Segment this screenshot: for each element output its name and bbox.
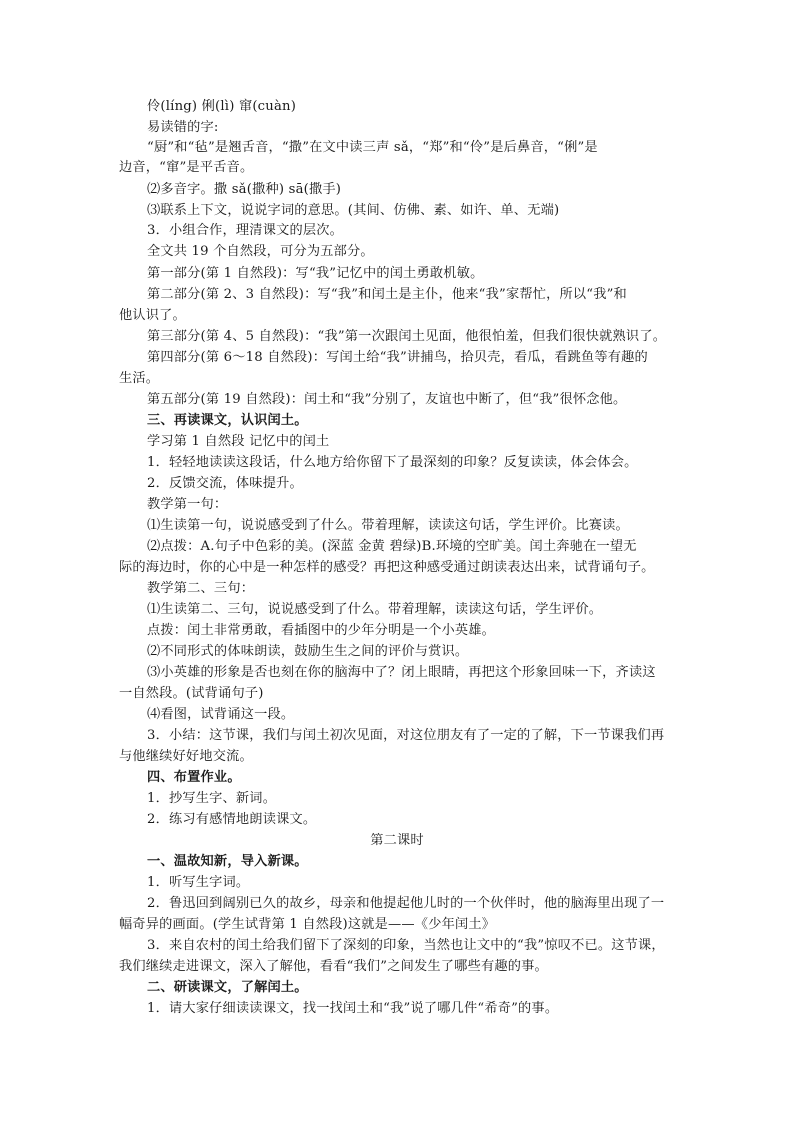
text-line: 幅奇异的画面。(学生试背第 1 自然段)这就是——《少年闰土》: [119, 917, 496, 932]
text-line: 易读错的字:: [147, 120, 219, 135]
text-line: 与他继续好好地交流。: [119, 749, 253, 764]
text-line: 2．反馈交流，体味提升。: [147, 476, 303, 491]
text-line: 我们继续走进课文，深入了解他，看看“我们”之间发生了哪些有趣的事。: [119, 959, 548, 974]
text-line: 学习第 1 自然段 记忆中的闰土: [147, 434, 330, 449]
lesson-title: 第二课时: [370, 833, 424, 848]
text-line: 1．听写生字词。: [147, 875, 250, 890]
text-line: 他认识了。: [119, 308, 186, 323]
text-line: 教学第二、三句：: [147, 581, 255, 596]
text-line: 3．小结：这节课，我们与闰土初次见面，对这位朋友有了一定的了解，下一节课我们再: [147, 728, 665, 743]
text-line: “厨”和“毡”是翘舌音，“撒”在文中读三声 sǎ，“郑”和“伶”是后鼻音，“俐”是: [147, 140, 598, 155]
text-line: 第三部分(第 4、5 自然段)：“我”第一次跟闰土见面，他很怕羞，但我们很快就熟识了。: [147, 329, 667, 344]
section-heading: 一、温故知新，导入新课。: [147, 854, 308, 869]
text-line: 伶(líng) 俐(lì) 窜(cuàn): [147, 99, 297, 114]
text-line: 第四部分(第 6～18 自然段)：写闰土给“我”讲捕鸟，拾贝壳，看瓜，看跳鱼等有趣的: [147, 350, 648, 365]
text-line: 际的海边时，你的心中是一种怎样的感受？再把这种感受通过朗读表达出来，试背诵句子。: [119, 560, 655, 575]
text-line: 1．请大家仔细读读课文，找一找闰土和“我”说了哪几件“希奇”的事。: [147, 1001, 559, 1016]
text-line: 边音，“窜”是平舌音。: [119, 160, 254, 175]
text-line: ⑵点拨：A.句子中色彩的美。(深蓝 金黄 碧绿)B.环境的空旷美。闰土奔驰在一望无: [147, 539, 637, 554]
text-line: 3．来自农村的闰土给我们留下了深刻的印象，当然也让文中的“我”惊叹不已。这节课，: [147, 938, 665, 953]
text-line: ⑶联系上下文，说说字词的意思。(其间、仿佛、素、如许、单、无端): [147, 203, 560, 218]
text-line: ⑷看图，试背诵这一段。: [147, 707, 295, 722]
section-heading: 二、研读课文，了解闰土。: [147, 980, 308, 995]
text-line: 全文共 19 个自然段，可分为五部分。: [147, 244, 374, 259]
text-line: 1．抄写生字、新词。: [147, 791, 277, 806]
text-line: 1．轻轻地读读这段话，什么地方给你留下了最深刻的印象？反复读读，体会体会。: [147, 455, 638, 470]
text-line: 第五部分(第 19 自然段)：闰土和“我”分别了，友谊也中断了，但“我”很怀念他。: [147, 392, 627, 407]
text-line: 第一部分(第 1 自然段)：写“我”记忆中的闰土勇敢机敏。: [147, 266, 484, 281]
text-line: 生活。: [119, 371, 160, 386]
text-line: ⑴生读第一句，说说感受到了什么。带着理解，读读这句话，学生评价。比赛读。: [147, 518, 629, 533]
text-line: ⑴生读第二、三句，说说感受到了什么。带着理解，读读这句话，学生评价。: [147, 602, 603, 617]
text-line: 3．小组合作，理清课文的层次。: [147, 223, 344, 238]
text-line: ⑵多音字。撒 sǎ(撒种) sā(撒手): [147, 182, 342, 197]
section-heading: 三、再读课文，认识闰土。: [147, 413, 308, 428]
text-line: 2．鲁迅回到阔别已久的故乡，母亲和他提起他儿时的一个伙伴时，他的脑海里出现了一: [147, 896, 665, 911]
text-line: 2．练习有感情地朗读课文。: [147, 812, 317, 827]
text-line: 点拨：闰土非常勇敢，看插图中的少年分明是一个小英雄。: [147, 623, 496, 638]
text-line: 一自然段。(试背诵句子): [119, 686, 264, 701]
text-line: 第二部分(第 2、3 自然段)：写“我”和闰土是主仆，他来“我”家帮忙，所以“我”和: [147, 287, 627, 302]
text-line: ⑵不同形式的体味朗读，鼓励生生之间的评价与赏识。: [147, 644, 469, 659]
section-heading: 四、布置作业。: [147, 770, 241, 785]
text-line: 教学第一句：: [147, 497, 228, 512]
text-line: ⑶小英雄的形象是否也刻在你的脑海中了？闭上眼睛，再把这个形象回味一下，齐读这: [147, 665, 656, 680]
